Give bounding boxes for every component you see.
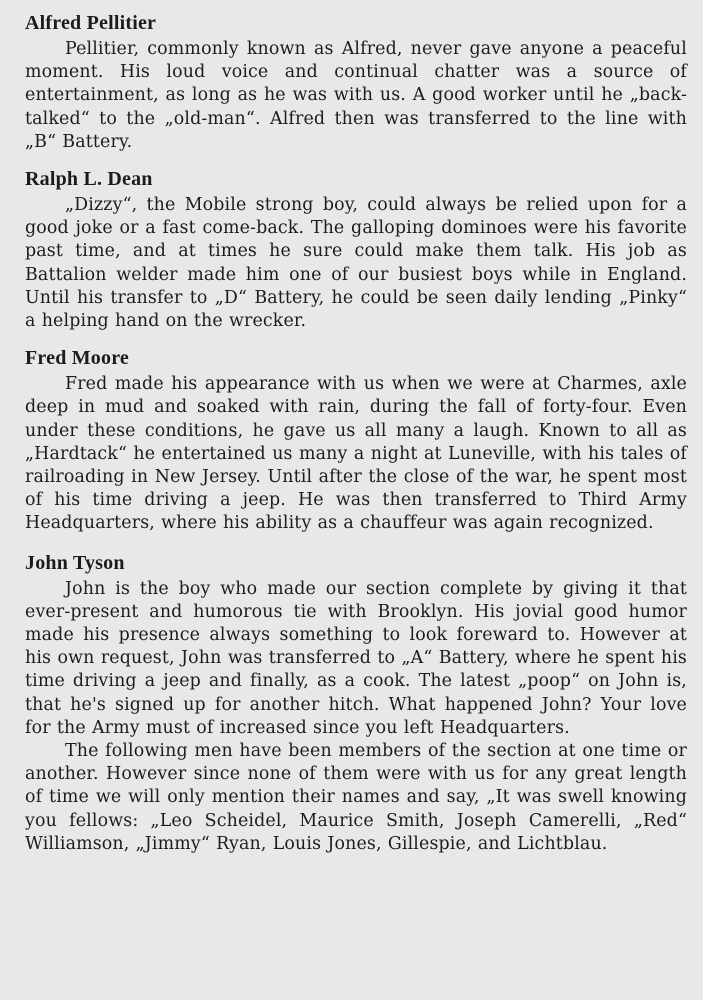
entry-heading: Alfred Pellitier [25, 12, 157, 34]
entry-alfred-pellitier [25, 10, 687, 154]
entry-paragraph: Pellitier, commonly known as Alfred, never gave anyone a peaceful moment. His loud voice and continual chatter was a source of entertainment, as long as he was with us. A good worker until he „back-talked“ to the „old-man“. Alfred then was transferred to the line with „B“ Battery. [25, 39, 687, 152]
entry-john-tyson [25, 550, 687, 856]
entry-paragraph: „Dizzy“, the Mobile strong boy, could always be relied upon for a good joke or a fast come-back. The galloping dominoes were his favorite past time, and at times he sure could make them talk. His job as Battalion welder made him one of our busiest boys while in England. Until his transfer to „D“ Battery, he could be seen daily lending „Pinky“ a helping hand on the wrecker. [25, 195, 687, 332]
entry-paragraph: John is the boy who made our section complete by giving it that ever-present and humorous tie with Brooklyn. His jovial good humor made his presence always something to look foreward to. However at his own request, John was transferred to „A“ Battery, where he spent his time driving a jeep and finally, as a cook. The latest „poop“ on John is, that he's signed up for another hitch. What happened John? Your love for the Army must of increased since you left Headquarters. [25, 578, 687, 738]
entry-heading: John Tyson [25, 551, 125, 574]
entry-heading: Ralph L. Dean [25, 168, 153, 191]
entry-paragraph: Fred made his appearance with us when we were at Charmes, axle deep in mud and soaked with rain, during the fall of forty-four. Even under these conditions, he gave us all many a laugh. Known to all as „Hardtack“ he entertained us many a night at Luneville, with his tales of railroading in New Jersey. Until after the close of the war, he spent most of his time driving a jeep. He was then transferred to Third Army Headquarters, where his ability as a chauffeur was again recognized. [25, 374, 687, 534]
entry-heading: Fred Moore [25, 347, 130, 370]
entry-ralph-l-dean [25, 166, 687, 333]
entry-fred-moore [25, 345, 687, 535]
closing-paragraph: The following men have been members of the section at one time or another. However since none of them were with us for any great length of time we will only mention their names and say, „It was swell knowing you fellows: „Leo Scheidel, Maurice Smith, Joseph Camerelli, „Red“ Williamson, „Jimmy“ Ryan, Louis Jones, Gillespie, and Lichtblau. [25, 741, 687, 854]
